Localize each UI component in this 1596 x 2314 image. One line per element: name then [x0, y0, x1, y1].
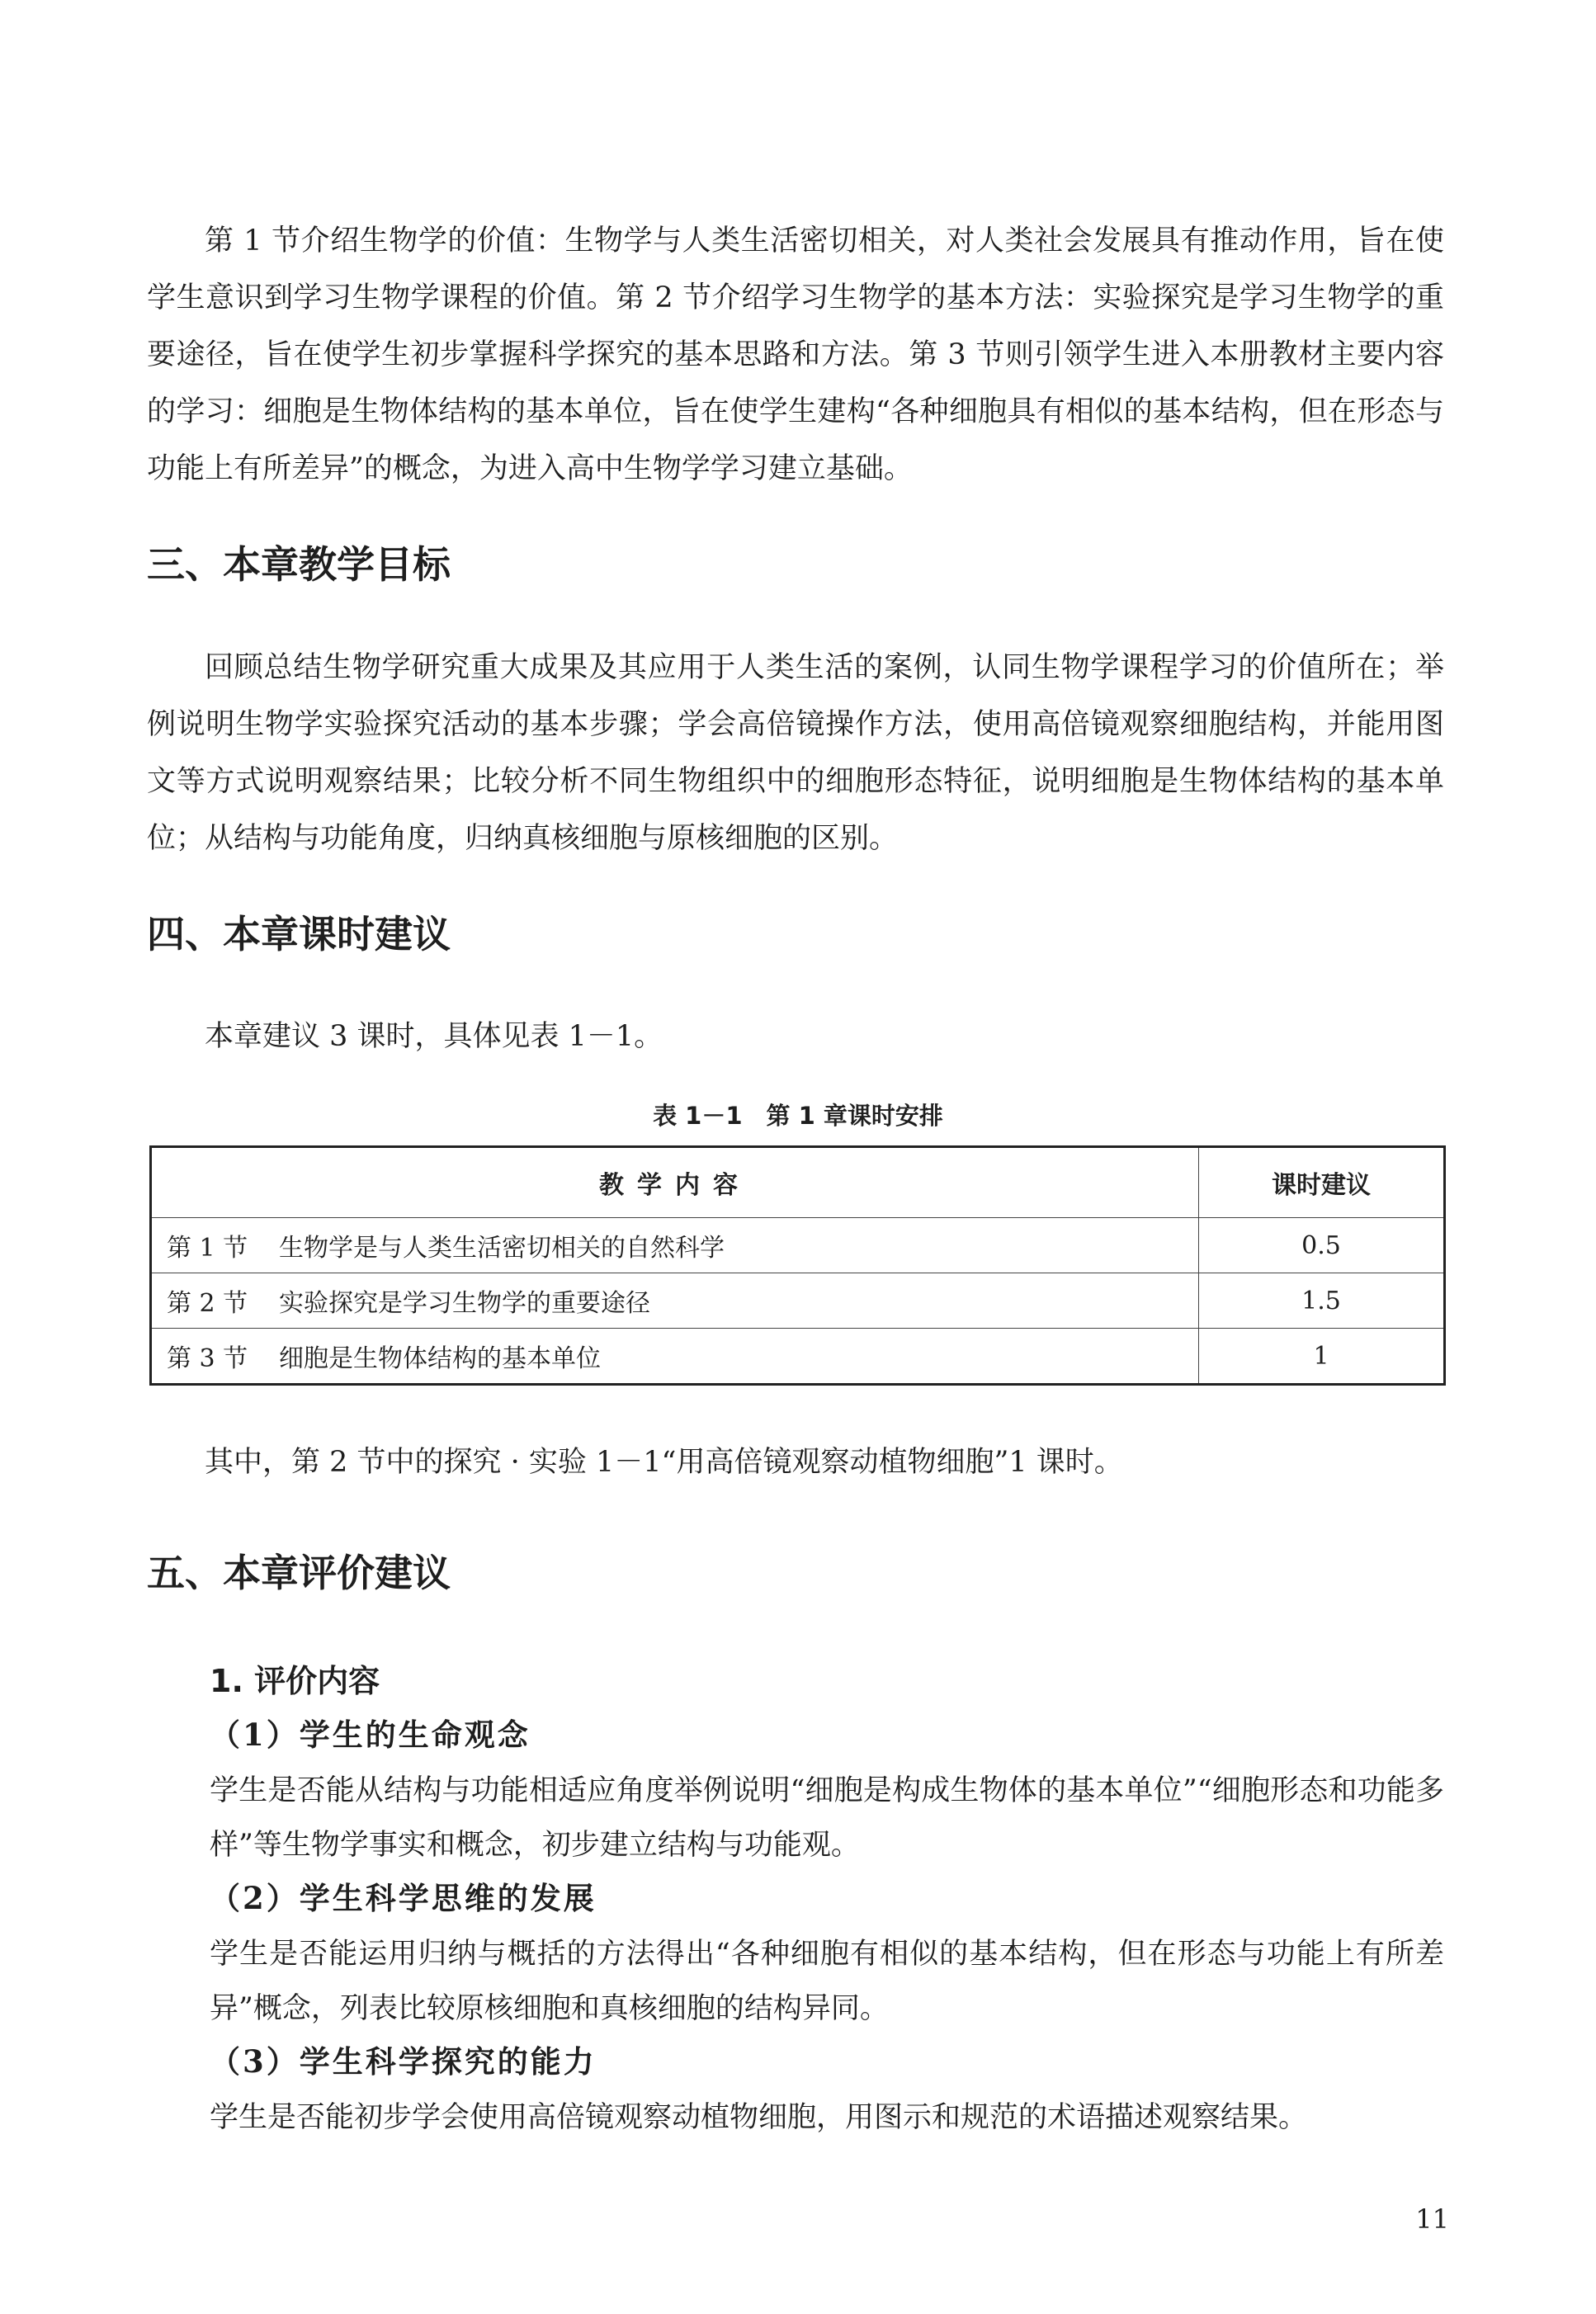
header-content: 教学内容 — [151, 1147, 1199, 1218]
table-row — [151, 1273, 1445, 1329]
schedule-table — [149, 1145, 1446, 1386]
row-title: 实验探究是学习生物学的重要途径 — [279, 1289, 650, 1318]
item2-heading: （2）学生科学思维的发展 — [210, 1880, 597, 1916]
table-row — [151, 1329, 1445, 1385]
table-note: 其中，第 2 节中的探究 · 实验 1－1“用高倍镜观察动植物细胞”1 课时。 — [205, 1446, 1123, 1479]
item2-text: 学生是否能运用归纳与概括的方法得出“各种细胞有相似的基本结构，但在形态与功能上有所差异”概念，列表比较原核细胞和真核细胞的结构异同。 — [210, 1938, 1444, 2025]
row-hours: 0.5 — [1199, 1218, 1445, 1273]
row-title: 生物学是与人类生活密切相关的自然科学 — [279, 1234, 725, 1263]
section5-heading: 五、本章评价建议 — [147, 1551, 451, 1595]
header-hours: 课时建议 — [1199, 1147, 1445, 1218]
row-section: 第 2 节 — [167, 1289, 248, 1318]
item3-heading: （3）学生科学探究的能力 — [210, 2043, 597, 2080]
section4-heading: 四、本章课时建议 — [147, 912, 451, 956]
item1-heading: （1）学生的生命观念 — [210, 1717, 531, 1753]
row-section: 第 1 节 — [167, 1234, 248, 1263]
row-hours: 1.5 — [1199, 1273, 1445, 1329]
section3-paragraph: 回顾总结生物学研究重大成果及其应用于人类生活的案例，认同生物学课程学习的价值所在；举例说明生物学实验探究活动的基本步骤；学会高倍镜操作方法，使用高倍镜观察细胞结构，并能用图文等方式说明观察结果；比较分析不同生物组织中的细胞形态特征，说明细胞是生物体结构的基本单位；从结构与功能角度，归纳真核细胞与原核细胞的区别。 — [147, 651, 1444, 855]
page-number: 11 — [1415, 2203, 1449, 2235]
section4-paragraph: 本章建议 3 课时，具体见表 1－1。 — [205, 1020, 663, 1053]
row-hours: 1 — [1199, 1329, 1445, 1385]
item3-text: 学生是否能初步学会使用高倍镜观察动植物细胞，用图示和规范的术语描述观察结果。 — [210, 2101, 1308, 2134]
row-content — [151, 1218, 1199, 1273]
evaluation-content-heading: 1. 评价内容 — [210, 1663, 380, 1699]
row-content — [151, 1273, 1199, 1329]
row-title: 细胞是生物体结构的基本单位 — [279, 1344, 601, 1373]
table-caption: 表 1－1 第 1 章课时安排 — [653, 1102, 943, 1130]
table-row — [151, 1218, 1445, 1273]
table-header-row — [151, 1147, 1445, 1218]
intro-paragraph: 第 1 节介绍生物学的价值：生物学与人类生活密切相关，对人类社会发展具有推动作用，旨在使学生意识到学习生物学课程的价值。第 2 节介绍学习生物学的基本方法：实验探究是学习生物学的重要途径，旨在使学生初步掌握科学探究的基本思路和方法。第 3 节则引领学生进入本册教材主要内容的学习：细胞是生物体结构的基本单位，旨在使学生建构“各种细胞具有相似的基本结构，但在形态与功能上有所差异”的概念，为进入高中生物学学习建立基础。 — [147, 224, 1444, 485]
section3-heading: 三、本章教学目标 — [147, 542, 451, 587]
row-section: 第 3 节 — [167, 1344, 248, 1373]
item1-text: 学生是否能从结构与功能相适应角度举例说明“细胞是构成生物体的基本单位”“细胞形态和功能多样”等生物学事实和概念，初步建立结构与功能观。 — [210, 1774, 1444, 1862]
row-content — [151, 1329, 1199, 1385]
